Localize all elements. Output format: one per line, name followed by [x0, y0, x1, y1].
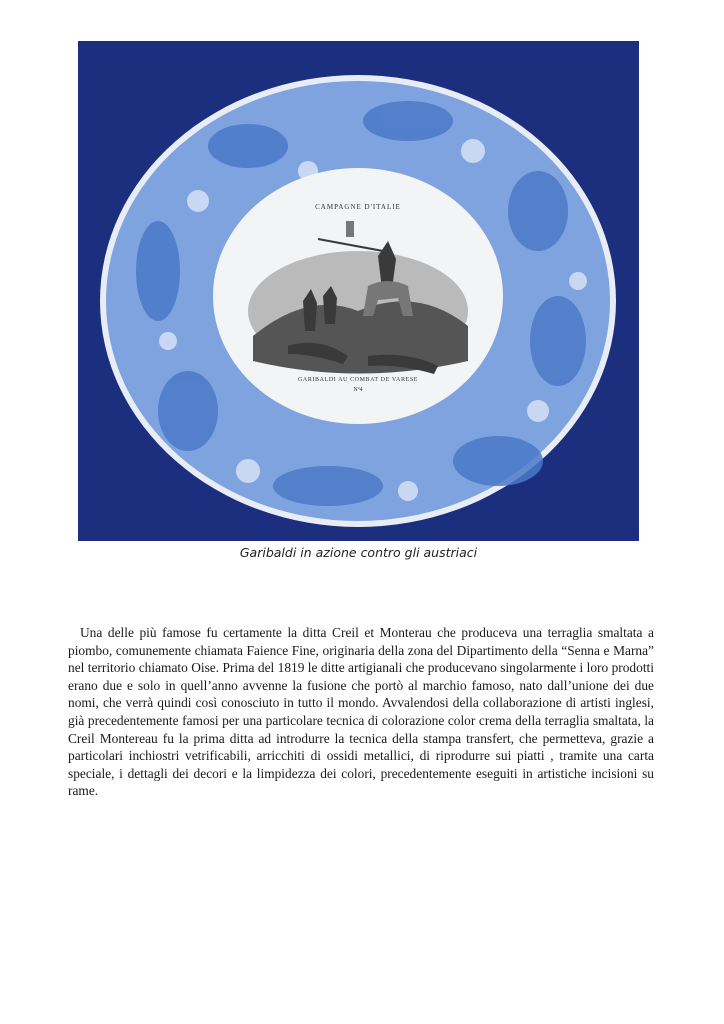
- plate-subtitle: GARIBALDI AU COMBAT DE VARESE: [297, 377, 419, 383]
- article-body: [68, 624, 654, 800]
- plate-photo: [78, 41, 639, 541]
- plate-number: Nº4: [353, 387, 363, 393]
- plate-title: CAMPAGNE D'ITALIE: [315, 203, 401, 211]
- figure-caption: Garibaldi in azione contro gli austriaci: [239, 545, 478, 560]
- plate-illustration: [78, 41, 639, 541]
- article-paragraph: Una delle più famose fu certamente la ditta Creil et Monterau che produceva una terraglia smaltata a piombo, comunemente chiamata Faience Fine, originaria della zona del Dipartimento della “Senna e Marna” nel territorio chiamato Oise. Prima del 1819 le ditte artigianali che producevano singolarmente i loro prodotti erano due e solo in quell’anno avvenne la fusione che portò al marchio famoso, nato dall’unione dei due nomi, che verrà quindi così conosciuto in tutto il mondo. Avvalendosi della collaborazione di artisti inglesi, già precedentemente famosi per una particolare tecnica di colorazione color crema della terraglia smaltata, la Creil Montereau fu la prima ditta ad introdurre la tecnica della stampa transfert, che permetteva, grazie a particolari inchiostri vetrificabili, arricchiti di ossidi metallici, di riprodurre sui piatti , tramite una carta speciale, i dettagli dei decori e la limpidezza dei colori, precedentemente eseguiti in artistiche incisioni su rame.: [68, 625, 654, 799]
